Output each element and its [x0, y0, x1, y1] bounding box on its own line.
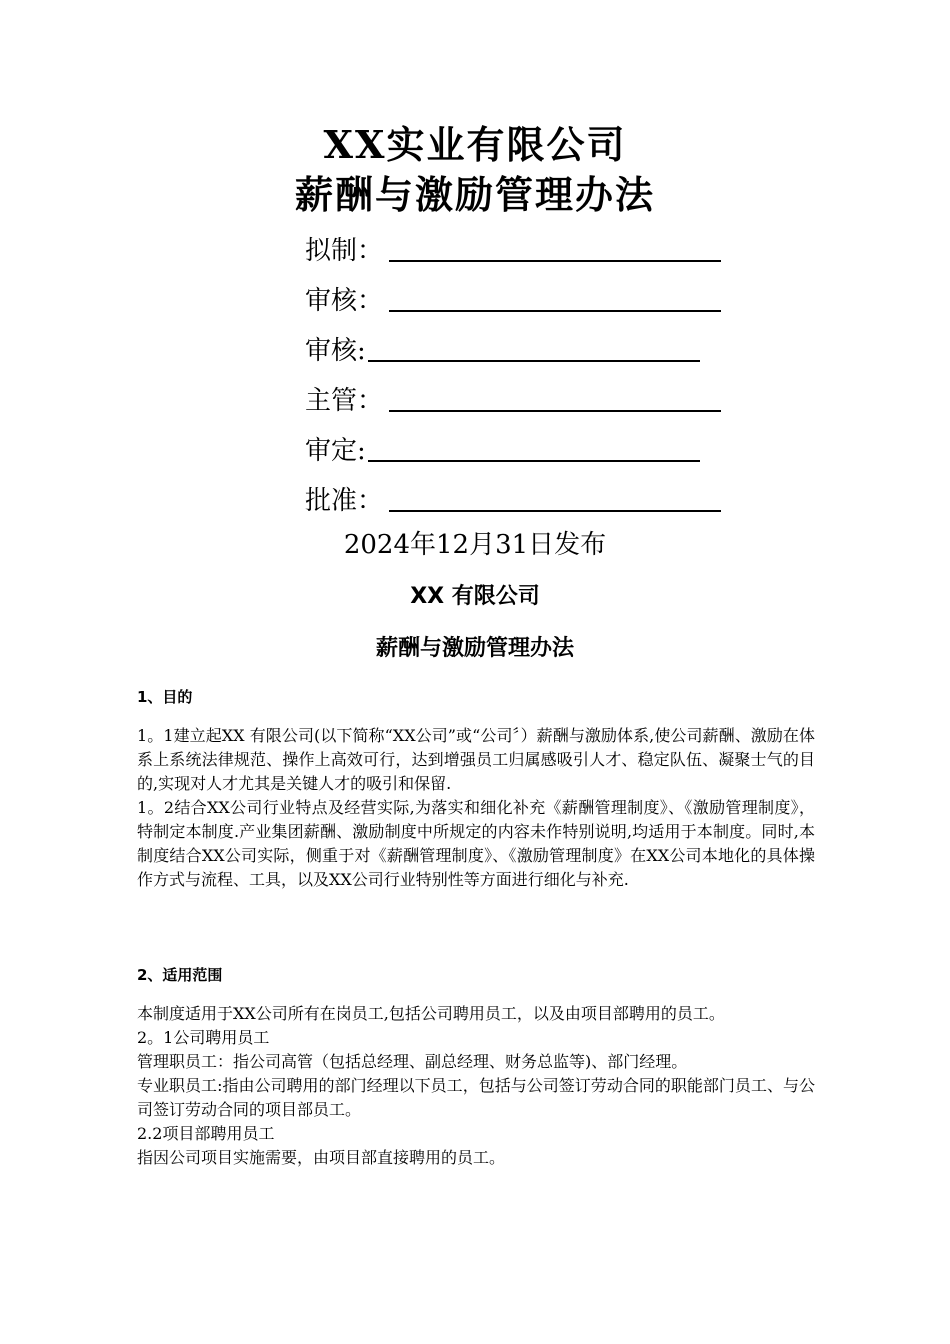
signature-row-finalizer — [305, 430, 700, 464]
signature-line — [389, 510, 721, 512]
document-company: XX 有限公司 — [410, 584, 540, 609]
paragraph: 1。2结合XX公司行业特点及经营实际,为落实和细化补充《薪酬管理制度》、《激励管理制度》，特制定本制度.产业集团薪酬、激励制度中所规定的内容未作特别说明,均适用于本制度。同时,本制度结合XX公司实际，侧重于对《薪酬管理制度》、《激励管理制度》在XX公司本地化的具体操作方式与流程、工具，以及XX公司行业特别性等方面进行细化与补充. — [137, 798, 815, 889]
paragraph: 管理职员工：指公司高管（包括总经理、副总经理、财务总监等)、部门经理。 — [137, 1052, 688, 1071]
section-1-heading: 1、目的 — [137, 688, 193, 706]
cover-title-company: XX实业有限公司 — [323, 122, 627, 167]
paragraph: 指因公司项目实施需要，由项目部直接聘用的员工。 — [137, 1148, 506, 1167]
signature-row-supervisor — [305, 380, 721, 414]
signature-row-approver — [305, 480, 721, 514]
section-1-body — [137, 724, 815, 892]
document-title: 薪酬与激励管理办法 — [375, 636, 574, 661]
signature-line — [368, 360, 700, 362]
release-date: 2024年12月31日发布 — [343, 530, 607, 560]
section-2-heading: 2、适用范围 — [137, 966, 223, 984]
paragraph: 2.2项目部聘用员工 — [137, 1124, 275, 1143]
signature-row-reviewer-1 — [305, 280, 721, 314]
paragraph: 专业职员工:指由公司聘用的部门经理以下员工，包括与公司签订劳动合同的职能部门员工、与公司签订劳动合同的项目部员工。 — [137, 1076, 815, 1119]
signature-label: 审定: — [305, 436, 366, 466]
paragraph: 1。1建立起XX 有限公司(以下简称“XX公司”或“公司〞）薪酬与激励体系,使公司薪酬、激励在体系上系统法律规范、操作上高效可行，达到增强员工归属感吸引人才、稳定队伍、凝聚士气的目的,实现对人才尤其是关键人才的吸引和保留. — [137, 726, 815, 793]
signature-row-drafter — [305, 230, 721, 264]
signature-label: 审核: — [305, 336, 366, 366]
signature-line — [389, 260, 721, 262]
signature-label: 拟制： — [305, 236, 384, 266]
signature-row-reviewer-2 — [305, 330, 700, 364]
paragraph: 2。1公司聘用员工 — [137, 1028, 270, 1047]
signature-line — [368, 460, 700, 462]
paragraph: 本制度适用于XX公司所有在岗员工,包括公司聘用员工，以及由项目部聘用的员工。 — [137, 1004, 725, 1023]
section-2-body — [137, 1002, 815, 1170]
signature-label: 主管： — [305, 386, 384, 416]
signature-line — [389, 310, 721, 312]
cover-title-document: 薪酬与激励管理办法 — [294, 172, 655, 217]
signature-label: 批准： — [305, 486, 384, 516]
signature-label: 审核： — [305, 286, 384, 316]
signature-line — [389, 410, 721, 412]
